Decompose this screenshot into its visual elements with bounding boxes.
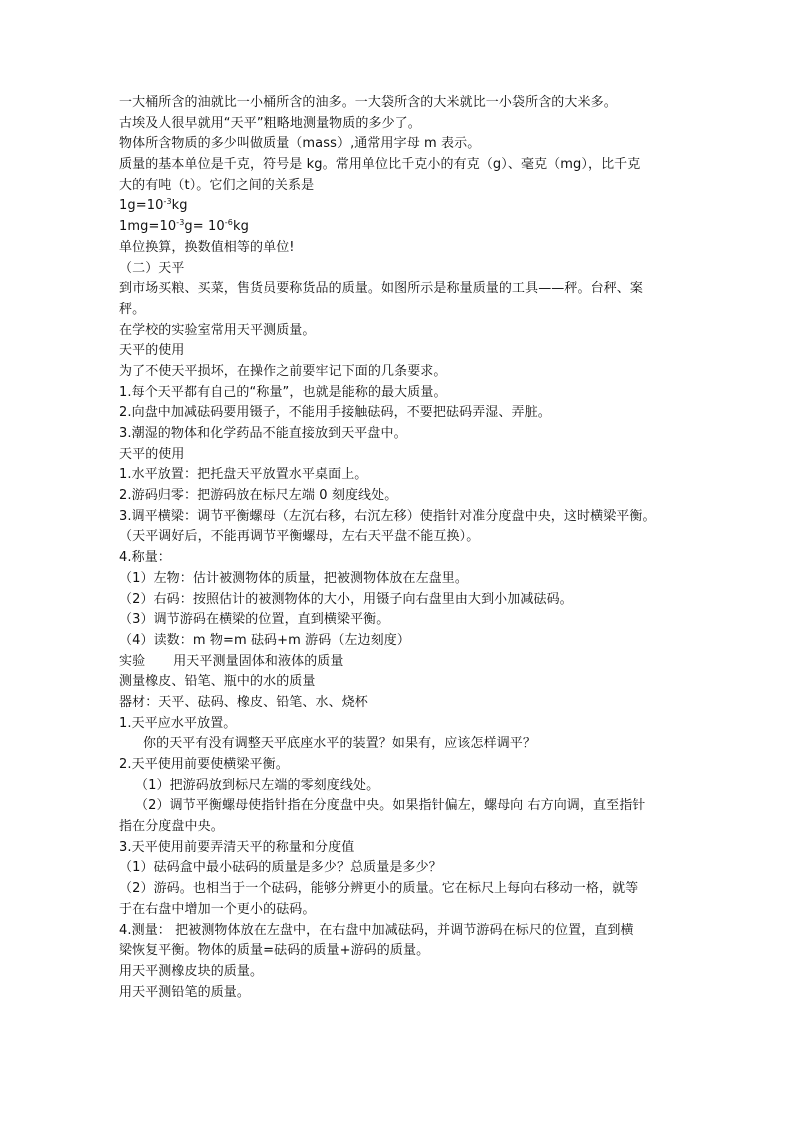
formula-line [119, 196, 699, 217]
sub-list-item: （2）调节平衡螺母使指针指在分度盘中央。如果指针偏左，螺母向 右方向调，直至指针 [135, 798, 646, 814]
sub-list-item: （1）左物：估计被测物体的质量，把被测物体放在左盘里。 [119, 570, 468, 586]
experiment-label: 实验 [119, 653, 146, 669]
text-line: 质量的基本单位是千克，符号是 kg。常用单位比千克小的有克（g）、毫克（mg），比千克 [119, 157, 641, 173]
sub-list-item: （2）右码：按照估计的被测物体的大小，用镊子向右盘里由大到小加减砝码。 [119, 591, 573, 607]
list-item: 3.调平横梁：调节平衡螺母（左沉右移，右沉左移）使指针对准分度盘中央，这时横梁平衡。 [119, 508, 656, 524]
sub-list-item: （1）砝码盒中最小砝码的质量是多少？总质量是多少？ [119, 860, 442, 876]
text-line: 一大桶所含的油就比一小桶所含的油多。一大袋所含的大米就比一小袋所含的大米多。 [119, 95, 617, 110]
text-line: 器材：天平、砝码、橡皮、铅笔、水、烧杯 [119, 694, 368, 710]
document-body [119, 93, 699, 1003]
list-item: 4.称量： [119, 550, 171, 566]
text-line: 测量橡皮、铅笔、瓶中的水的质量 [119, 674, 316, 690]
formula-unit: kg [171, 198, 188, 214]
list-item: 2.游码归零：把游码放在标尺左端 0 刻度线处。 [119, 488, 398, 504]
question-line: 你的天平有没有调整天平底座水平的装置？如果有，应该怎样调平？ [143, 736, 537, 752]
list-item: 2.天平使用前要使横梁平衡。 [119, 757, 289, 772]
list-item: 3.天平使用前要弄清天平的称量和分度值 [119, 839, 355, 855]
sub-list-item: （3）调节游码在横梁的位置，直到横梁平衡。 [119, 612, 390, 628]
formula-base: 1g=10 [119, 198, 164, 214]
text-line: 到市场买粮、买菜，售货员要称货品的质量。如图所示是称量质量的工具——秤。台秤、案 [119, 281, 644, 297]
section-heading: （二）天平 [119, 260, 185, 276]
experiment-heading [119, 652, 699, 673]
formula-exponent: -3 [176, 218, 185, 228]
list-item: 1.天平应水平放置。 [119, 715, 237, 731]
subheading: 天平的使用 [119, 446, 185, 462]
text-line: 于在右盘中增加一个更小的砝码。 [119, 901, 316, 917]
sub-list-item: （2）游码。也相当于一个砝码，能够分辨更小的质量。它在标尺上每向右移动一格，就等 [119, 881, 639, 897]
formula-exponent: -3 [163, 197, 172, 207]
list-item: 1.水平放置：把托盘天平放置水平桌面上。 [119, 467, 368, 483]
text-line: 物体所含物质的多少叫做质量（mass）,通常用字母 m 表示。 [119, 136, 481, 152]
experiment-title: 用天平测量固体和液体的质量 [173, 653, 344, 669]
list-item: 2.向盘中加减砝码要用镊子，不能用手接触砝码，不要把砝码弄湿、弄脏。 [119, 405, 551, 421]
text-line: 在学校的实验室常用天平测质量。 [119, 322, 316, 338]
text-line: 古埃及人很早就用“天平”粗略地测量物质的多少了。 [119, 115, 421, 131]
formula-line [119, 217, 699, 238]
list-item: 1.每个天平都有自己的“称量”，也就是能称的最大质量。 [119, 384, 447, 400]
text-line: 用天平测铅笔的质量。 [119, 984, 251, 1000]
text-line: 用天平测橡皮块的质量。 [119, 963, 264, 979]
list-item: 3.潮湿的物体和化学药品不能直接放到天平盘中。 [119, 426, 407, 441]
subheading: 天平的使用 [119, 343, 185, 359]
text-line: 指在分度盘中央。 [119, 819, 224, 835]
text-line: 单位换算，换数值相等的单位! [119, 239, 295, 255]
text-line: 为了不使天平损坏，在操作之前要牢记下面的几条要求。 [119, 363, 447, 379]
formula-base: 1mg=10 [119, 219, 177, 235]
text-line: （天平调好后，不能再调节平衡螺母，左右天平盘不能互换）。 [119, 529, 480, 545]
sub-list-item: （4）读数：m 物=m 砝码+m 游码（左边刻度） [119, 632, 410, 648]
formula-middle: g= 10 [184, 219, 225, 235]
formula-unit: kg [232, 219, 249, 235]
sub-list-item: （1）把游码放到标尺左端的零刻度线处。 [135, 777, 380, 793]
list-item: 4.测量： 把被测物体放在左盘中，在右盘中加减砝码，并调节游码在标尺的位置，直到横 [119, 922, 634, 938]
text-line: 梁恢复平衡。物体的质量=砝码的质量+游码的质量。 [119, 943, 430, 959]
formula-exponent: -6 [224, 218, 233, 228]
text-line: 大的有吨（t）。它们之间的关系是 [119, 177, 315, 193]
text-line: 秤。 [119, 301, 146, 317]
